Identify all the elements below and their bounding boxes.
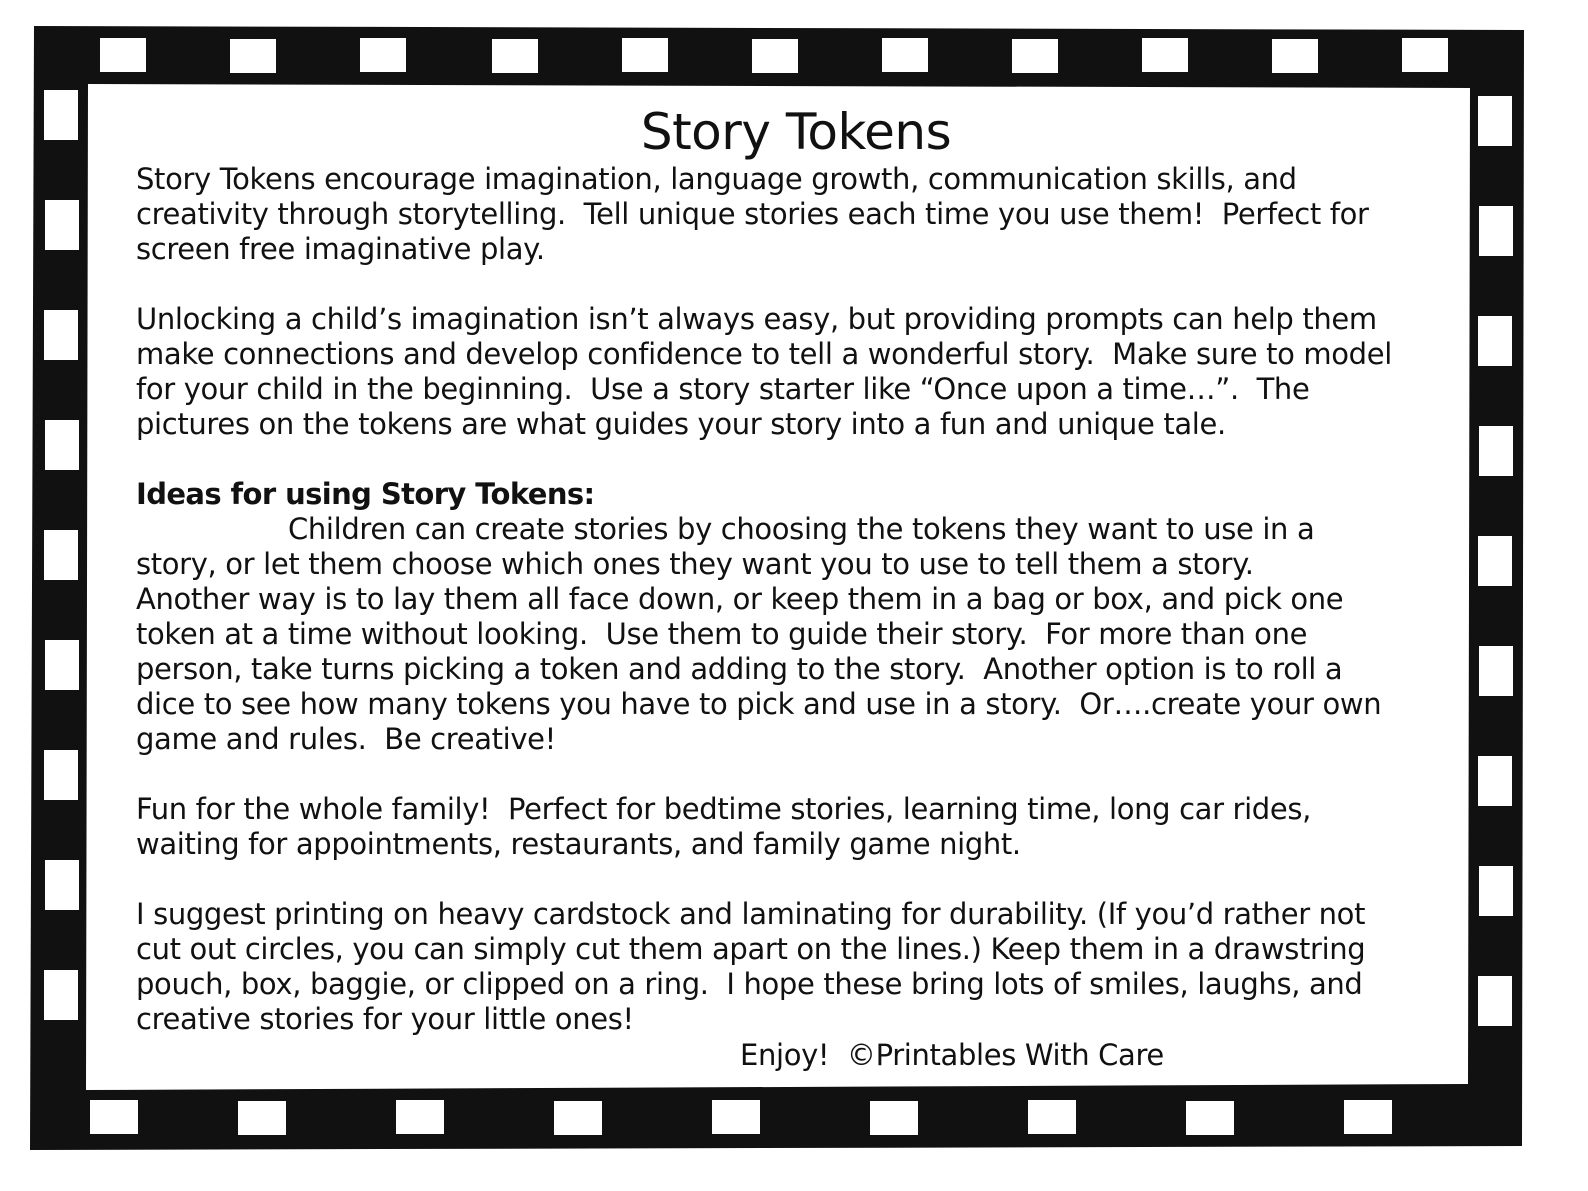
border-hole (100, 38, 146, 72)
intro-line: creativity through storytelling. Tell unique stories each time you use them! Perfect for (136, 197, 1369, 231)
family-line: waiting for appointments, restaurants, and family game night. (136, 827, 1021, 861)
intro-line: Story Tokens encourage imagination, language growth, communication skills, and (136, 162, 1297, 196)
ideas-line: story, or let them choose which ones they want you to use to tell them a story. (136, 547, 1254, 581)
border-hole (44, 90, 78, 140)
suggest-line: creative stories for your little ones! (136, 1002, 634, 1036)
page-title: Story Tokens (640, 103, 952, 161)
unlocking-line: pictures on the tokens are what guides your story into a fun and unique tale. (136, 407, 1226, 441)
unlocking-line: for your child in the beginning. Use a story starter like “Once upon a time…”. The (136, 372, 1310, 406)
border-hole (1142, 38, 1188, 72)
border-hole (1478, 316, 1512, 366)
unlocking-line: make connections and develop confidence to tell a wonderful story. Make sure to model (136, 337, 1392, 371)
border-hole (752, 39, 798, 73)
border-hole (230, 39, 276, 73)
border-hole (44, 970, 78, 1020)
border-hole (396, 1100, 444, 1134)
document-body (136, 92, 1456, 1102)
suggest-line: I suggest printing on heavy cardstock and laminating for durability. (If you’d rather not (136, 897, 1366, 931)
border-hole (1478, 536, 1512, 586)
border-hole (45, 640, 79, 690)
border-hole (360, 38, 406, 72)
border-hole (44, 310, 78, 360)
border-hole (45, 420, 79, 470)
border-hole (1479, 206, 1513, 256)
ideas-line: game and rules. Be creative! (136, 722, 556, 756)
border-hole (1272, 39, 1318, 73)
ideas-line: token at a time without looking. Use them to guide their story. For more than one (136, 617, 1308, 651)
family-line: Fun for the whole family! Perfect for bedtime stories, learning time, long car rides, (136, 792, 1311, 826)
ideas-line: person, take turns picking a token and adding to the story. Another option is to roll a (136, 652, 1343, 686)
border-hole (1479, 646, 1513, 696)
border-hole (1186, 1101, 1234, 1135)
border-hole (44, 750, 78, 800)
border-hole (44, 530, 78, 580)
unlocking-line: Unlocking a child’s imagination isn’t always easy, but providing prompts can help them (136, 302, 1377, 336)
border-hole (45, 860, 79, 910)
border-hole (90, 1100, 138, 1134)
signature: Enjoy! ©Printables With Care (740, 1038, 1164, 1072)
ideas-heading: Ideas for using Story Tokens: (136, 477, 595, 511)
border-hole (1028, 1100, 1076, 1134)
border-hole (1479, 866, 1513, 916)
ideas-line: dice to see how many tokens you have to pick and use in a story. Or….create your own (136, 687, 1382, 721)
ideas-line: Another way is to lay them all face down, or keep them in a bag or box, and pick one (136, 582, 1344, 616)
intro-line: screen free imaginative play. (136, 232, 545, 266)
border-hole (622, 38, 668, 72)
border-hole (1478, 756, 1512, 806)
border-hole (492, 39, 538, 73)
suggest-line: cut out circles, you can simply cut them apart on the lines.) Keep them in a drawstring (136, 932, 1366, 966)
border-hole (238, 1101, 286, 1135)
border-hole (1344, 1100, 1392, 1134)
border-hole (45, 200, 79, 250)
border-hole (870, 1101, 918, 1135)
border-hole (1012, 39, 1058, 73)
suggest-line: pouch, box, baggie, or clipped on a ring. I hope these bring lots of smiles, laughs, and (136, 967, 1363, 1001)
border-hole (1478, 976, 1512, 1026)
border-hole (882, 38, 928, 72)
border-hole (554, 1101, 602, 1135)
border-hole (1479, 426, 1513, 476)
border-hole (1402, 38, 1448, 72)
border-hole (712, 1100, 760, 1134)
border-hole (1478, 96, 1512, 146)
ideas-line: Children can create stories by choosing the tokens they want to use in a (288, 512, 1315, 546)
